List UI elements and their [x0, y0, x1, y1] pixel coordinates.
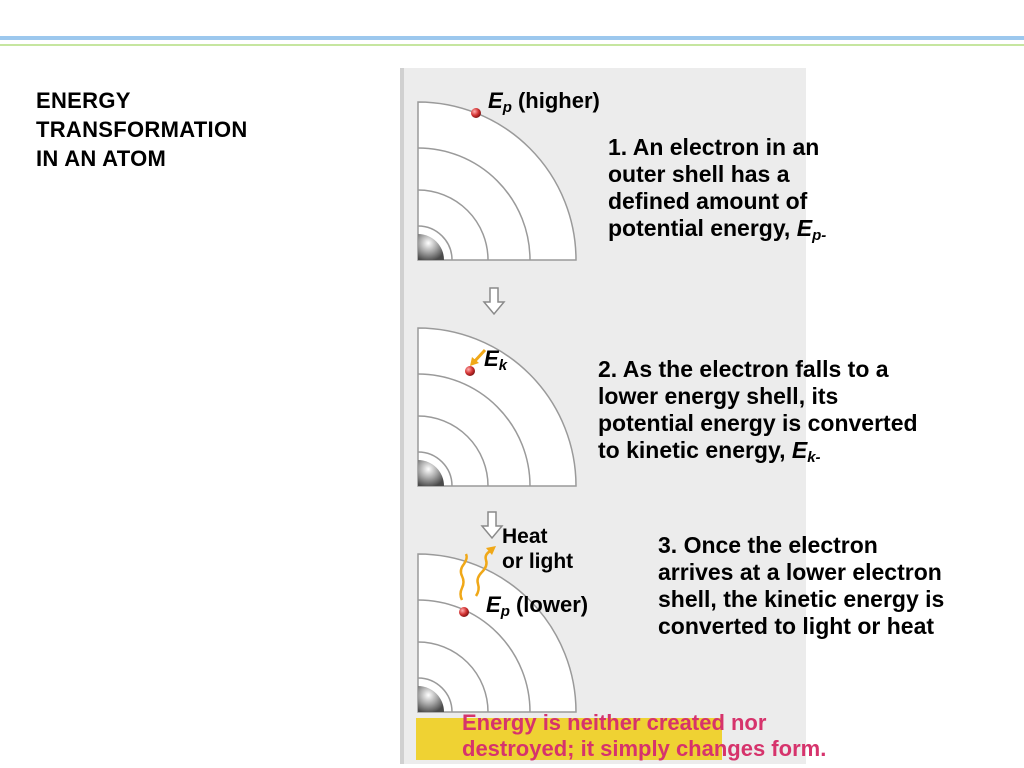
conservation-statement — [462, 710, 1002, 762]
stage-2-text-line: 2. As the electron falls to a — [598, 356, 889, 382]
stage-1-energy-label — [488, 88, 600, 121]
stage-3-label-symbol: E — [486, 592, 501, 617]
stage-3-text-line: 3. Once the electron — [658, 532, 878, 558]
atom-stage-1 — [418, 102, 576, 260]
stage-1-text-sub: p- — [812, 227, 827, 244]
title-line-2: TRANSFORMATION — [36, 117, 248, 142]
stage-2-energy-label — [484, 346, 507, 379]
conservation-line: Energy is neither created nor — [462, 710, 767, 735]
stage-3-label-suffix: (lower) — [515, 592, 589, 617]
stage-3-text-line: arrives at a lower electron — [658, 559, 942, 585]
stage-3-text-line: converted to light or heat — [658, 613, 935, 639]
stage-3-text-line: shell, the kinetic energy is — [658, 586, 945, 612]
stage-1-text-line: 1. An electron in an — [608, 134, 820, 160]
stage-3-label-sub: p — [500, 603, 510, 620]
title-line-1: ENERGY — [36, 88, 131, 113]
emission-label-line: Heat — [502, 525, 548, 548]
stage-2-label-symbol: E — [484, 346, 499, 371]
stage-1-text-symbol: E — [796, 215, 813, 241]
emission-label — [502, 524, 573, 574]
stage-1-text-line: potential energy, — [608, 215, 797, 241]
stage-2-text-line: to kinetic energy, — [598, 437, 792, 463]
electron-stage-3 — [459, 607, 469, 617]
stage-1-description — [608, 134, 826, 249]
stage-1-text-line: outer shell has a — [608, 161, 790, 187]
title-line-3: IN AN ATOM — [36, 146, 167, 171]
down-arrow-icon — [484, 288, 504, 314]
electron-stage-2 — [465, 366, 475, 376]
stage-3-energy-label — [486, 592, 588, 625]
stage-1-text-line: defined amount of — [608, 188, 808, 214]
stage-2-description — [598, 356, 918, 471]
stage-2-text-line: potential energy is converted — [598, 410, 918, 436]
stage-1-label-suffix: (higher) — [517, 88, 600, 113]
stage-2-text-line: lower energy shell, its — [598, 383, 839, 409]
stage-1-label-sub: p — [502, 99, 512, 116]
stage-3-description — [658, 532, 944, 640]
down-arrow-icon — [482, 512, 502, 538]
electron-stage-1 — [471, 108, 481, 118]
conservation-line: destroyed; it simply changes form. — [462, 736, 827, 761]
emission-label-line: or light — [502, 550, 574, 573]
stage-2-text-sub: k- — [807, 449, 821, 466]
stage-2-text-symbol: E — [791, 437, 808, 463]
stage-2-label-sub: k — [498, 357, 508, 374]
stage-1-label-symbol: E — [488, 88, 503, 113]
